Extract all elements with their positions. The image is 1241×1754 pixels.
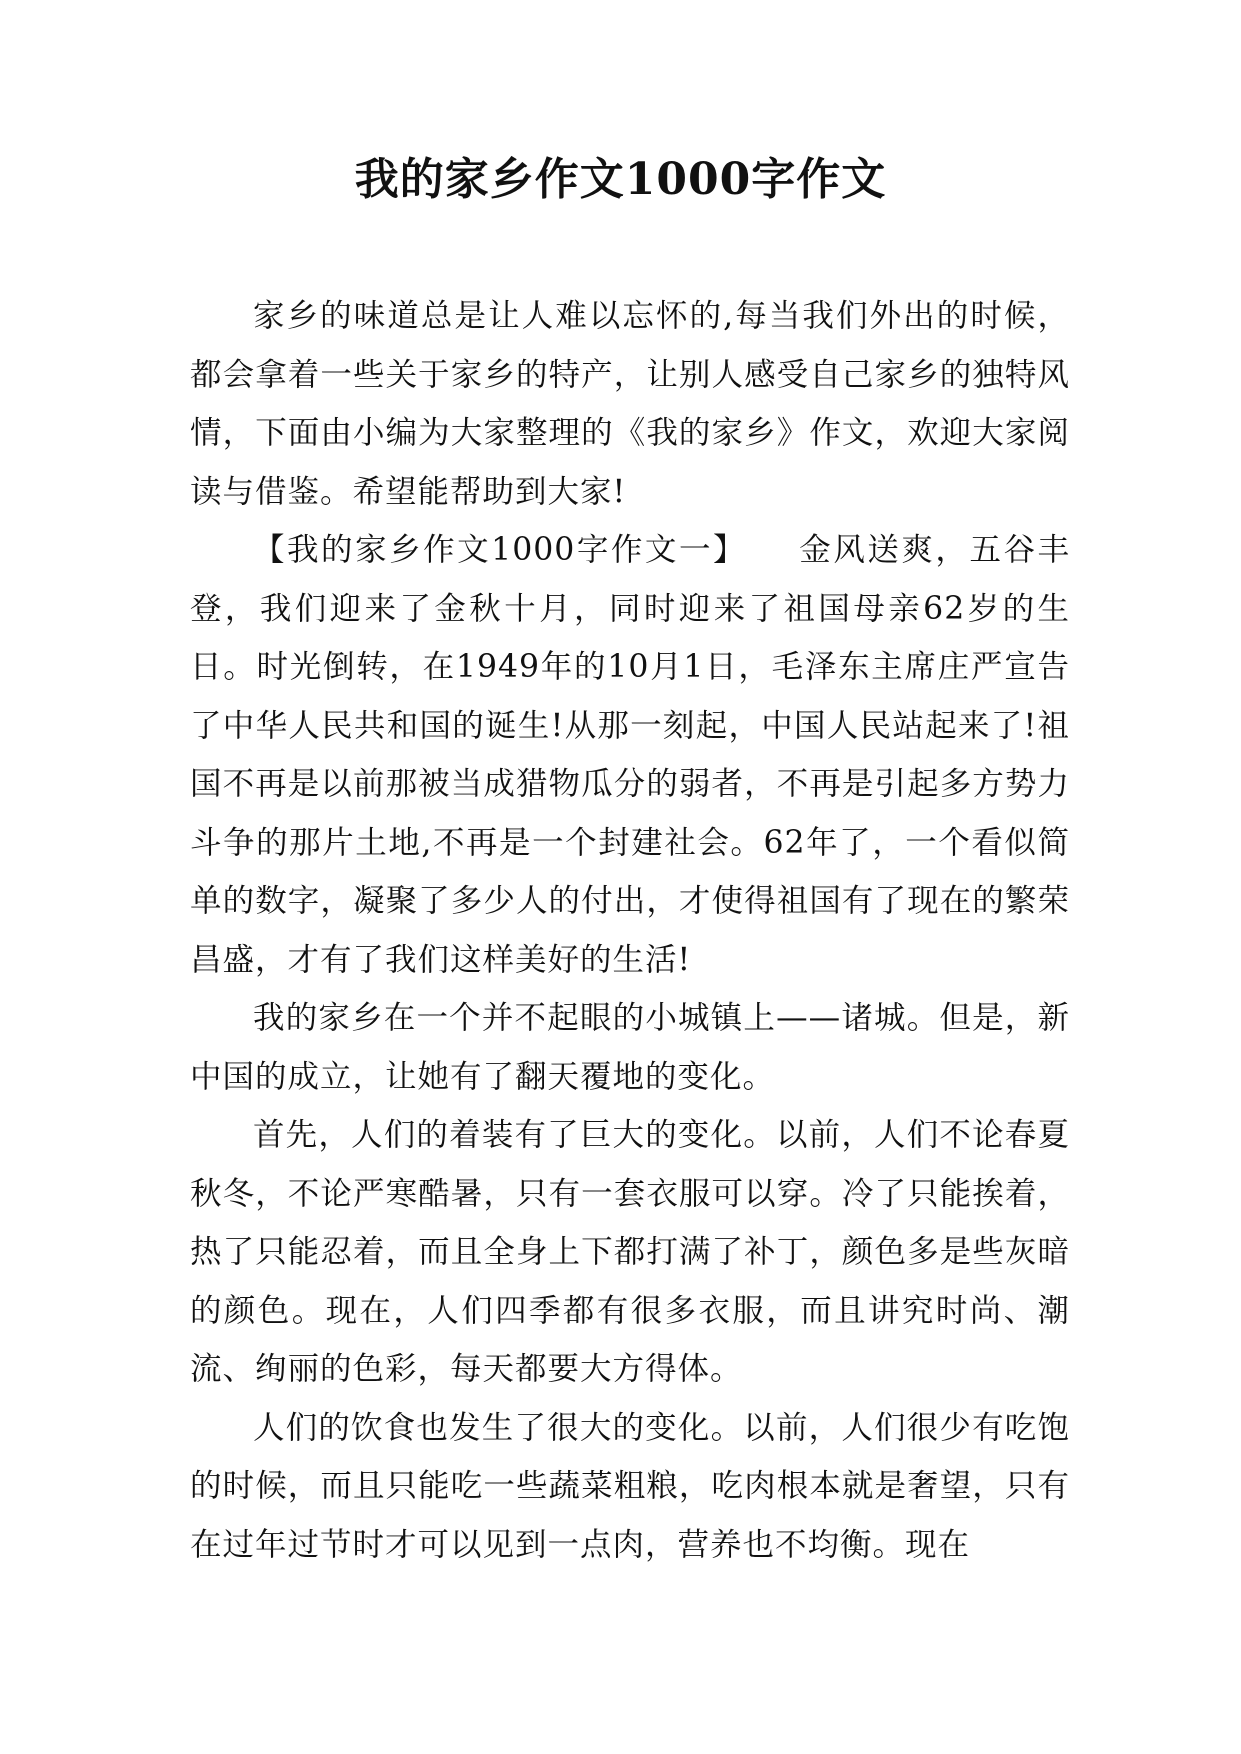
- paragraph-diet: 人们的饮食也发生了很大的变化。以前，人们很少有吃饱的时候，而且只能吃一些蔬菜粗粮，吃肉根本就是奢望，只有在过年过节时才可以见到一点肉，营养也不均衡。现在: [190, 1409, 1070, 1563]
- paragraph-clothing: 首先，人们的着装有了巨大的变化。以前，人们不论春夏秋冬，不论严寒酷暑，只有一套衣服可以穿。冷了只能挨着，热了只能忍着，而且全身上下都打满了补丁，颜色多是些灰暗的颜色。现在，人们四季都有很多衣服，而且讲究时尚、潮流、绚丽的色彩，每天都要大方得体。: [190, 1117, 1070, 1387]
- document-body: [190, 287, 1070, 1574]
- document-title: 我的家乡作文1000字作文: [354, 154, 887, 205]
- paragraph-essay-one: 【我的家乡作文1000字作文一】 金风送爽，五谷丰登，我们迎来了金秋十月，同时迎来了祖国母亲62岁的生日。时光倒转，在1949年的10月1日，毛泽东主席庄严宣告了中华人民共和国的诞生!从那一刻起，中国人民站起来了!祖国不再是以前那被当成猎物瓜分的弱者，不再是引起多方势力斗争的那片土地,不再是一个封建社会。62年了，一个看似简单的数字，凝聚了多少人的付出，才使得祖国有了现在的繁荣昌盛，才有了我们这样美好的生活!: [190, 532, 1070, 978]
- paragraph-intro: 家乡的味道总是让人难以忘怀的,每当我们外出的时候，都会拿着一些关于家乡的特产，让别人感受自己家乡的独特风情，下面由小编为大家整理的《我的家乡》作文，欢迎大家阅读与借鉴。希望能帮助到大家!: [190, 298, 1070, 510]
- paragraph-hometown: 我的家乡在一个并不起眼的小城镇上——诸城。但是，新中国的成立，让她有了翻天覆地的变化。: [190, 1000, 1070, 1095]
